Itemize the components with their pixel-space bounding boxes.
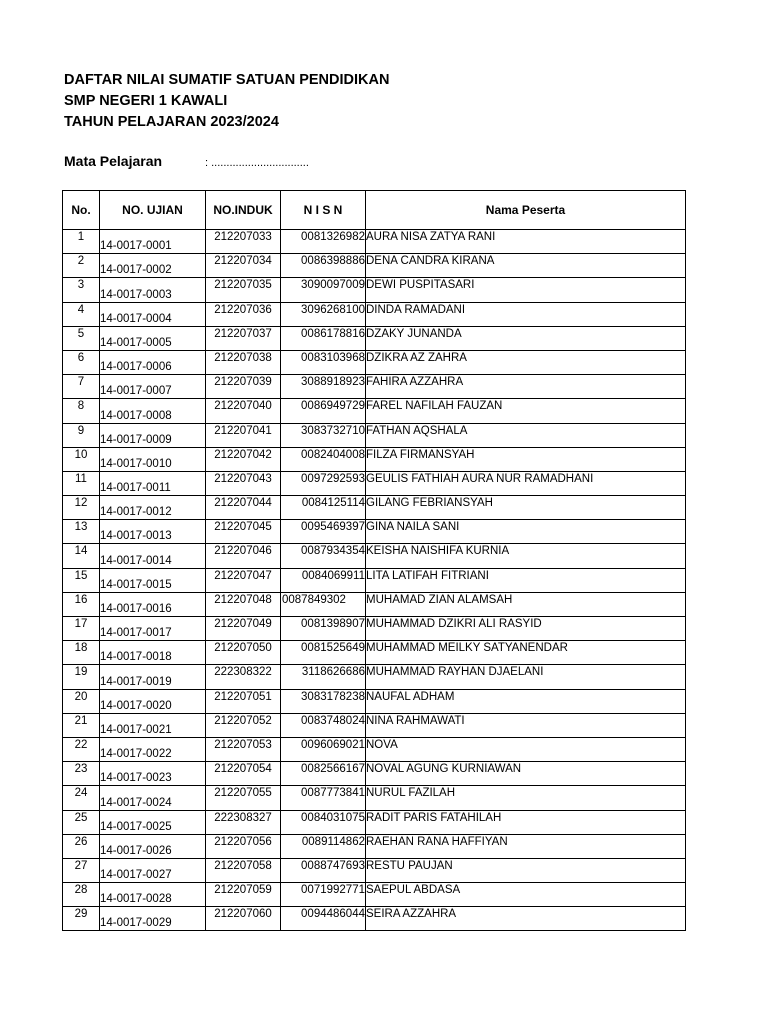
cell-no-induk: 212207042 [206, 447, 281, 471]
table-row [63, 302, 686, 326]
header-school: SMP NEGERI 1 KAWALI [64, 93, 228, 109]
cell-nisn: 0082404008 [281, 447, 366, 471]
document-header [64, 70, 389, 133]
header-title: DAFTAR NILAI SUMATIF SATUAN PENDIDIKAN [64, 72, 390, 88]
table-row [63, 278, 686, 302]
cell-no: 8 [63, 399, 100, 423]
cell-no-induk: 212207049 [206, 617, 281, 641]
subject-label: Mata Pelajaran [64, 153, 163, 169]
roster-body [63, 230, 686, 931]
table-row [63, 907, 686, 931]
cell-no: 1 [63, 230, 100, 254]
cell-no: 24 [63, 786, 100, 810]
cell-nisn: 0087934354 [281, 544, 366, 568]
cell-no: 21 [63, 713, 100, 737]
cell-no: 2 [63, 254, 100, 278]
cell-no-induk: 212207034 [206, 254, 281, 278]
column-header-no-ujian: NO. UJIAN [100, 191, 206, 230]
cell-no-induk: 212207047 [206, 568, 281, 592]
cell-no-induk: 212207044 [206, 496, 281, 520]
header-year: TAHUN PELAJARAN 2023/2024 [64, 114, 279, 130]
cell-nisn: 0084069911 [281, 568, 366, 592]
cell-nama-peserta: FILZA FIRMANSYAH [366, 447, 686, 471]
cell-no-induk: 212207033 [206, 230, 281, 254]
cell-no: 26 [63, 834, 100, 858]
cell-no-induk: 212207059 [206, 883, 281, 907]
table-row [63, 350, 686, 374]
cell-no: 11 [63, 471, 100, 495]
cell-nama-peserta: NOVA [366, 737, 686, 761]
cell-no: 9 [63, 423, 100, 447]
cell-nisn: 0082566167 [281, 762, 366, 786]
cell-no-ujian: 14-0017-0016 [100, 592, 206, 616]
table-row [63, 326, 686, 350]
column-header-no: No. [63, 191, 100, 230]
cell-nisn: 3090097009 [281, 278, 366, 302]
cell-no-ujian: 14-0017-0028 [100, 883, 206, 907]
cell-nama-peserta: MUHAMMAD RAYHAN DJAELANI [366, 665, 686, 689]
cell-nisn: 0096069021 [281, 737, 366, 761]
cell-no-induk: 212207050 [206, 641, 281, 665]
cell-nisn: 3083732710 [281, 423, 366, 447]
column-header-nama-peserta: Nama Peserta [366, 191, 686, 230]
cell-no: 16 [63, 592, 100, 616]
cell-nisn: 0094486044 [281, 907, 366, 931]
cell-no-induk: 212207053 [206, 737, 281, 761]
cell-no-ujian: 14-0017-0025 [100, 810, 206, 834]
cell-nama-peserta: SEIRA AZZAHRA [366, 907, 686, 931]
cell-nisn: 0087849302 [281, 592, 366, 616]
cell-no-ujian: 14-0017-0022 [100, 737, 206, 761]
cell-no: 7 [63, 375, 100, 399]
cell-nama-peserta: FAREL NAFILAH FAUZAN [366, 399, 686, 423]
cell-nama-peserta: LITA LATIFAH FITRIANI [366, 568, 686, 592]
cell-nisn: 0087773841 [281, 786, 366, 810]
cell-no-induk: 212207052 [206, 713, 281, 737]
cell-no: 23 [63, 762, 100, 786]
subject-value: : ................................ [205, 157, 309, 169]
cell-nisn: 0095469397 [281, 520, 366, 544]
subject-line [64, 151, 309, 173]
cell-no: 17 [63, 617, 100, 641]
cell-no: 5 [63, 326, 100, 350]
table-row [63, 399, 686, 423]
cell-nisn: 0086949729 [281, 399, 366, 423]
cell-nisn: 0083103968 [281, 350, 366, 374]
table-row [63, 423, 686, 447]
cell-nama-peserta: NURUL FAZILAH [366, 786, 686, 810]
cell-no-induk: 212207058 [206, 858, 281, 882]
table-row [63, 641, 686, 665]
cell-no-ujian: 14-0017-0008 [100, 399, 206, 423]
cell-no-ujian: 14-0017-0007 [100, 375, 206, 399]
cell-no-induk: 222308327 [206, 810, 281, 834]
cell-no-induk: 212207041 [206, 423, 281, 447]
cell-no-ujian: 14-0017-0021 [100, 713, 206, 737]
cell-nisn: 0081525649 [281, 641, 366, 665]
cell-no-ujian: 14-0017-0014 [100, 544, 206, 568]
cell-nisn: 3083178238 [281, 689, 366, 713]
cell-no-induk: 212207043 [206, 471, 281, 495]
cell-no: 20 [63, 689, 100, 713]
table-header-row [63, 191, 686, 230]
cell-no-induk: 212207060 [206, 907, 281, 931]
cell-nisn: 3096268100 [281, 302, 366, 326]
cell-no-induk: 212207039 [206, 375, 281, 399]
table-row [63, 520, 686, 544]
cell-no-induk: 212207035 [206, 278, 281, 302]
cell-no-ujian: 14-0017-0001 [100, 230, 206, 254]
cell-no-ujian: 14-0017-0018 [100, 641, 206, 665]
cell-nisn: 0071992771 [281, 883, 366, 907]
cell-nisn: 0081326982 [281, 230, 366, 254]
cell-nama-peserta: DEWI PUSPITASARI [366, 278, 686, 302]
cell-no-induk: 212207056 [206, 834, 281, 858]
cell-no-ujian: 14-0017-0020 [100, 689, 206, 713]
cell-nama-peserta: NAUFAL ADHAM [366, 689, 686, 713]
table-row [63, 568, 686, 592]
cell-nama-peserta: DENA CANDRA KIRANA [366, 254, 686, 278]
cell-nisn: 3088918923 [281, 375, 366, 399]
cell-nama-peserta: MUHAMMAD DZIKRI ALI RASYID [366, 617, 686, 641]
cell-nisn: 0084031075 [281, 810, 366, 834]
table-row [63, 810, 686, 834]
cell-no-induk: 212207055 [206, 786, 281, 810]
cell-no-induk: 212207037 [206, 326, 281, 350]
cell-no: 4 [63, 302, 100, 326]
table-row [63, 883, 686, 907]
cell-no-induk: 212207036 [206, 302, 281, 326]
cell-no-ujian: 14-0017-0029 [100, 907, 206, 931]
cell-no-ujian: 14-0017-0024 [100, 786, 206, 810]
table-row [63, 689, 686, 713]
cell-no-ujian: 14-0017-0019 [100, 665, 206, 689]
column-header-nisn: N I S N [281, 191, 366, 230]
cell-no-induk: 212207048 [206, 592, 281, 616]
cell-no: 18 [63, 641, 100, 665]
cell-no-induk: 212207054 [206, 762, 281, 786]
cell-nisn: 3118626686 [281, 665, 366, 689]
cell-nama-peserta: SAEPUL ABDASA [366, 883, 686, 907]
cell-nama-peserta: AURA NISA ZATYA RANI [366, 230, 686, 254]
cell-no-induk: 212207046 [206, 544, 281, 568]
cell-no-ujian: 14-0017-0002 [100, 254, 206, 278]
column-header-no-induk: NO.INDUK [206, 191, 281, 230]
table-row [63, 737, 686, 761]
table-row [63, 834, 686, 858]
cell-nama-peserta: GILANG FEBRIANSYAH [366, 496, 686, 520]
table-row [63, 665, 686, 689]
roster-table [62, 190, 686, 931]
cell-no-ujian: 14-0017-0003 [100, 278, 206, 302]
cell-nama-peserta: DZIKRA AZ ZAHRA [366, 350, 686, 374]
cell-no-ujian: 14-0017-0013 [100, 520, 206, 544]
cell-no-induk: 212207045 [206, 520, 281, 544]
cell-no: 3 [63, 278, 100, 302]
cell-nisn: 0089114862 [281, 834, 366, 858]
cell-nisn: 0081398907 [281, 617, 366, 641]
cell-no-ujian: 14-0017-0011 [100, 471, 206, 495]
table-row [63, 447, 686, 471]
cell-no-induk: 212207051 [206, 689, 281, 713]
table-row [63, 496, 686, 520]
cell-nama-peserta: NINA RAHMAWATI [366, 713, 686, 737]
cell-no-induk: 222308322 [206, 665, 281, 689]
cell-nisn: 0086398886 [281, 254, 366, 278]
cell-nama-peserta: DZAKY JUNANDA [366, 326, 686, 350]
cell-nisn: 0083748024 [281, 713, 366, 737]
cell-nama-peserta: DINDA RAMADANI [366, 302, 686, 326]
cell-nisn: 0086178816 [281, 326, 366, 350]
cell-no: 19 [63, 665, 100, 689]
cell-no: 22 [63, 737, 100, 761]
table-row [63, 592, 686, 616]
cell-no: 27 [63, 858, 100, 882]
cell-no: 14 [63, 544, 100, 568]
cell-no: 28 [63, 883, 100, 907]
cell-no-induk: 212207038 [206, 350, 281, 374]
cell-no-ujian: 14-0017-0026 [100, 834, 206, 858]
cell-no: 13 [63, 520, 100, 544]
cell-no-ujian: 14-0017-0005 [100, 326, 206, 350]
cell-no-ujian: 14-0017-0017 [100, 617, 206, 641]
cell-nisn: 0097292593 [281, 471, 366, 495]
cell-nama-peserta: MUHAMAD ZIAN ALAMSAH [366, 592, 686, 616]
cell-nama-peserta: KEISHA NAISHIFA KURNIA [366, 544, 686, 568]
table-row [63, 471, 686, 495]
cell-no-ujian: 14-0017-0004 [100, 302, 206, 326]
cell-nama-peserta: FATHAN AQSHALA [366, 423, 686, 447]
cell-no: 10 [63, 447, 100, 471]
table-row [63, 230, 686, 254]
cell-no-ujian: 14-0017-0012 [100, 496, 206, 520]
cell-nisn: 0088747693 [281, 858, 366, 882]
cell-no-ujian: 14-0017-0023 [100, 762, 206, 786]
table-row [63, 544, 686, 568]
cell-no-ujian: 14-0017-0006 [100, 350, 206, 374]
cell-no: 6 [63, 350, 100, 374]
cell-nama-peserta: RADIT PARIS FATAHILAH [366, 810, 686, 834]
table-row [63, 762, 686, 786]
table-row [63, 713, 686, 737]
cell-no-ujian: 14-0017-0027 [100, 858, 206, 882]
cell-no-ujian: 14-0017-0015 [100, 568, 206, 592]
cell-no-ujian: 14-0017-0009 [100, 423, 206, 447]
cell-no-induk: 212207040 [206, 399, 281, 423]
table-row [63, 254, 686, 278]
cell-nisn: 0084125114 [281, 496, 366, 520]
cell-nama-peserta: RESTU PAUJAN [366, 858, 686, 882]
table-row [63, 786, 686, 810]
cell-no: 25 [63, 810, 100, 834]
cell-nama-peserta: MUHAMMAD MEILKY SATYANENDAR [366, 641, 686, 665]
cell-nama-peserta: GEULIS FATHIAH AURA NUR RAMADHANI [366, 471, 686, 495]
table-row [63, 858, 686, 882]
cell-no-ujian: 14-0017-0010 [100, 447, 206, 471]
table-row [63, 375, 686, 399]
cell-no: 15 [63, 568, 100, 592]
cell-nama-peserta: NOVAL AGUNG KURNIAWAN [366, 762, 686, 786]
cell-nama-peserta: FAHIRA AZZAHRA [366, 375, 686, 399]
cell-no: 12 [63, 496, 100, 520]
cell-no: 29 [63, 907, 100, 931]
table-row [63, 617, 686, 641]
cell-nama-peserta: RAEHAN RANA HAFFIYAN [366, 834, 686, 858]
cell-nama-peserta: GINA NAILA SANI [366, 520, 686, 544]
